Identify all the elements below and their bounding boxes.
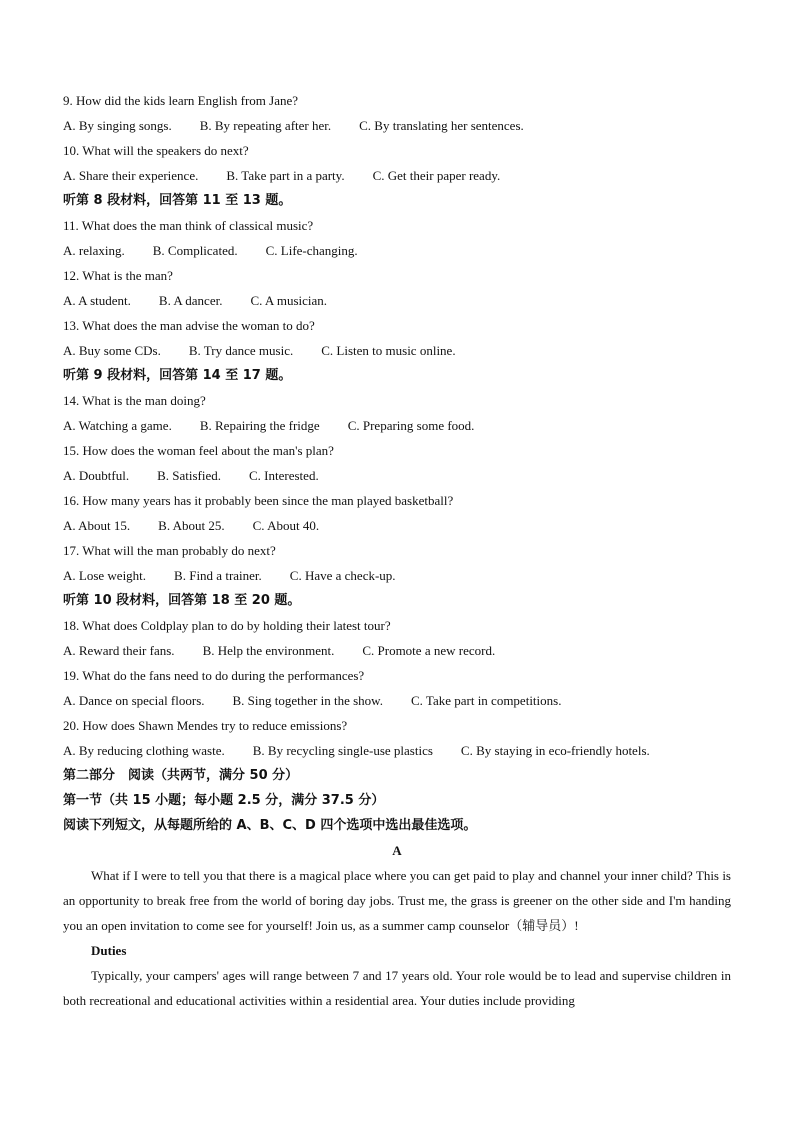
question-10-options: [63, 163, 731, 188]
option-c: C. Interested.: [249, 468, 319, 483]
question-20-options: [63, 738, 731, 763]
option-b: B. Try dance music.: [188, 343, 294, 358]
option-a: A. By reducing clothing waste.: [63, 743, 225, 758]
option-c: C. About 40.: [252, 518, 320, 533]
question-13: 13. What does the man advise the woman to do?: [63, 318, 315, 333]
option-c: C. Life-changing.: [265, 243, 358, 258]
question-17: 17. What will the man probably do next?: [63, 543, 276, 558]
question-17-options: [63, 563, 731, 588]
part-2-section-1: 第一节（共 15 小题；每小题 2.5 分，满分 37.5 分）: [63, 793, 385, 808]
option-b: B. A dancer.: [158, 293, 223, 308]
passage-label: A: [392, 843, 402, 858]
question-19-options: [63, 688, 731, 713]
question-14: 14. What is the man doing?: [63, 393, 206, 408]
section-8-heading: 听第 8 段材料，回答第 11 至 13 题。: [63, 193, 292, 208]
option-a: A. Reward their fans.: [63, 643, 175, 658]
option-c: C. Get their paper ready.: [372, 168, 501, 183]
question-20: 20. How does Shawn Mendes try to reduce emissions?: [63, 718, 348, 733]
question-16-options: [63, 513, 731, 538]
section-10-heading: 听第 10 段材料，回答第 18 至 20 题。: [63, 593, 301, 608]
option-a: A. Buy some CDs.: [63, 343, 161, 358]
question-14-options: [63, 413, 731, 438]
option-c: C. By translating her sentences.: [359, 118, 524, 133]
option-b: B. Take part in a party.: [226, 168, 345, 183]
option-a: A. About 15.: [63, 518, 131, 533]
option-c: C. By staying in eco-friendly hotels.: [460, 743, 650, 758]
option-a: A. Dance on special floors.: [63, 693, 205, 708]
duties-heading: Duties: [91, 943, 127, 958]
option-b: B. Help the environment.: [202, 643, 335, 658]
option-c: C. A musician.: [250, 293, 328, 308]
option-a: A. Watching a game.: [63, 418, 172, 433]
passage-paragraph-2: Typically, your campers' ages will range between 7 and 17 years old. Your role would be to lead and supervise children in both recreational and educational activities within a residential area. Your duties include providing: [63, 968, 731, 1008]
option-c: C. Have a check-up.: [289, 568, 396, 583]
question-13-options: [63, 338, 731, 363]
option-a: A. Share their experience.: [63, 168, 199, 183]
option-b: B. Repairing the fridge: [199, 418, 320, 433]
question-15-options: [63, 463, 731, 488]
option-a: A. Doubtful.: [63, 468, 130, 483]
option-b: B. Find a trainer.: [174, 568, 262, 583]
option-b: B. Sing together in the show.: [232, 693, 383, 708]
question-12-options: [63, 288, 731, 313]
option-a: A. Lose weight.: [63, 568, 147, 583]
question-18: 18. What does Coldplay plan to do by holding their latest tour?: [63, 618, 391, 633]
question-11: 11. What does the man think of classical music?: [63, 218, 314, 233]
part-2-title: 第二部分 阅读（共两节，满分 50 分）: [63, 768, 299, 783]
question-19: 19. What do the fans need to do during the performances?: [63, 668, 365, 683]
question-16: 16. How many years has it probably been since the man played basketball?: [63, 493, 454, 508]
section-9-heading: 听第 9 段材料，回答第 14 至 17 题。: [63, 368, 292, 383]
document-page: [63, 88, 731, 1013]
option-c: C. Promote a new record.: [362, 643, 496, 658]
option-a: A. A student.: [63, 293, 131, 308]
question-9: 9. How did the kids learn English from Jane?: [63, 93, 299, 108]
question-12: 12. What is the man?: [63, 268, 173, 283]
question-10: 10. What will the speakers do next?: [63, 143, 249, 158]
option-b: B. By recycling single-use plastics: [252, 743, 433, 758]
option-c: C. Preparing some food.: [347, 418, 475, 433]
option-c: C. Listen to music online.: [321, 343, 456, 358]
part-2-instruction: 阅读下列短文，从每题所给的 A、B、C、D 四个选项中选出最佳选项。: [63, 818, 477, 833]
option-b: B. About 25.: [158, 518, 225, 533]
option-a: A. By singing songs.: [63, 118, 172, 133]
question-11-options: [63, 238, 731, 263]
question-9-options: [63, 113, 731, 138]
question-18-options: [63, 638, 731, 663]
option-b: B. Complicated.: [152, 243, 238, 258]
option-c: C. Take part in competitions.: [410, 693, 562, 708]
option-a: A. relaxing.: [63, 243, 125, 258]
passage-paragraph-1: What if I were to tell you that there is a magical place where you can get paid to play and channel your inner child? This is an opportunity to break free from the world of boring day jobs. Trust me, the grass is greener on the other side and I'm handing you an open invitation to come see for yourself! Join us, as a summer camp counselor（辅导员）!: [63, 868, 731, 933]
option-b: B. Satisfied.: [157, 468, 222, 483]
question-15: 15. How does the woman feel about the man's plan?: [63, 443, 334, 458]
option-b: B. By repeating after her.: [199, 118, 332, 133]
